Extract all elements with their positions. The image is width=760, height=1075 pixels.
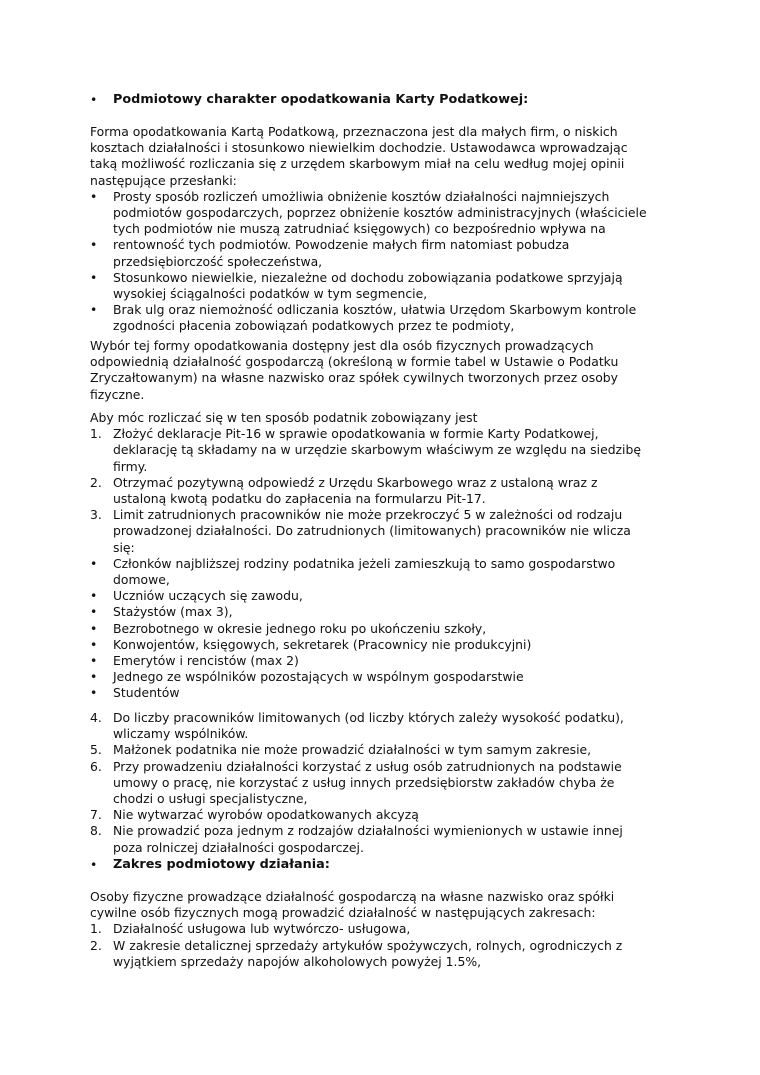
paragraph-line: Wybór tej formy opodatkowania dostępny jest dla osób fizycznych prowadzących [90,338,594,353]
paragraph-line: Zryczałtowanym) na własne nazwisko oraz spółek cywilnych tworzonych przez osoby [90,370,618,386]
bullet-icon: • [90,237,98,253]
list-number: 1. [90,426,102,442]
excluded-item-line: Uczniów uczących się zawodu, [113,588,303,604]
paragraph-line: Forma opodatkowania Kartą Podatkową, przeznaczona jest dla małych firm, o niskich [90,124,618,139]
excluded-item-line: Studentów [113,685,180,701]
excluded-item-line: Jednego ze wspólników pozostających w wspólnym gospodarstwie [113,669,524,685]
numbered-item-line: umowy o pracę, nie korzystać z usług innych przedsiębiorstw zakładów chyba że [113,774,615,790]
numbered-item-line: poza rolniczej działalności gospodarczej. [113,839,364,855]
numbered-item-line: deklarację tą składamy na w urzędzie skarbowym właściwym ze względu na siedzibę [113,442,641,458]
paragraph-line: fizyczne. [90,386,145,402]
bullet-icon: • [90,302,98,318]
numbered-item-line: Limit zatrudnionych pracowników nie może przekroczyć 5 w zależności od rodzaju [113,507,623,523]
excluded-item-line: Bezrobotnego w okresie jednego roku po ukończeniu szkoły, [113,620,487,636]
list-number: 4. [90,710,102,725]
numbered-item-line: prowadzonej działalności. Do zatrudnionych (limitowanych) pracowników nie wlicza [113,523,631,539]
bullet-item-line: Prosty sposób rozliczeń umożliwia obniżenie kosztów działalności najmniejszych [113,188,610,204]
numbered-item-line: się: [113,539,135,555]
bullet-item-line: podmiotów gospodarczych, poprzez obniżenie kosztów administracyjnych (właściciele [113,205,647,220]
requirements-intro: Aby móc rozliczać się w ten sposób podatnik zobowiązany jest [90,410,478,425]
numbered-item-line: Małżonek podatnika nie może prowadzić działalności w tym samym zakresie, [113,742,592,758]
list-number: 3. [90,507,102,523]
numbered-item-line: ustaloną kwotą podatku do zapłacenia na formularzu Pit-17. [113,491,486,506]
numbered-item-line: firmy. [113,458,148,474]
bullet-icon: • [90,669,98,685]
bullet-icon: • [90,269,98,285]
paragraph-line: kosztach działalności i stosunkowo niewielkim dochodzie. Ustawodawca wprowadzając [90,140,628,156]
bullet-icon: • [90,555,98,571]
list-number: 7. [90,807,102,823]
section-heading: Podmiotowy charakter opodatkowania Karty Podatkowej: [113,92,529,107]
bullet-icon: • [90,92,98,107]
bullet-item-line: Brak ulg oraz niemożność odliczania kosztów, ułatwia Urzędom Skarbowym kontrole [113,302,637,318]
numbered-item-line: W zakresie detalicznej sprzedaży artykułów spożywczych, rolnych, ogrodniczych z [113,937,623,953]
excluded-item-line: Emerytów i rencistów (max 2) [113,653,299,668]
list-number: 2. [90,474,102,490]
excluded-item-line: Konwojentów, księgowych, sekretarek (Pracownicy nie produkcyjni) [113,636,532,652]
bullet-icon: • [90,188,98,204]
numbered-item-line: chodzi o usługi specjalistyczne, [113,791,308,806]
bullet-item-line: Stosunkowo niewielkie, niezależne od dochodu zobowiązania podatkowe sprzyjają [113,269,623,285]
bullet-item-line: przedsiębiorczość społeczeństwa, [113,253,323,269]
excluded-item-line: domowe, [113,572,170,587]
numbered-item-line: wyjątkiem sprzedaży napojów alkoholowych powyżej 1.5%, [113,953,482,969]
list-number: 2. [90,937,102,953]
numbered-item-line: Nie wytwarzać wyrobów opodatkowanych akcyzą [113,807,419,823]
list-number: 6. [90,758,102,774]
numbered-item-line: Działalność usługowa lub wytwórczo- usługowa, [113,921,411,937]
numbered-item-line: Nie prowadzić poza jednym z rodzajów działalności wymienionych w ustawie innej [113,823,623,839]
list-number: 1. [90,921,102,937]
numbered-item-line: Otrzymać pozytywną odpowiedź z Urzędu Skarbowego wraz z ustaloną wraz z [113,474,598,490]
bullet-icon: • [90,604,98,620]
paragraph-line: Osoby fizyczne prowadzące działalność gospodarczą na własne nazwisko oraz spółki [90,889,615,904]
bullet-icon: • [90,857,98,872]
bullet-item-line: tych podmiotów nie muszą zatrudniać księgowych) co bezpośrednio wpływa na [113,221,606,237]
numbered-item-line: Do liczby pracowników limitowanych (od liczby których zależy wysokość podatku), [113,710,624,725]
paragraph-line: następujące przesłanki: [90,172,237,188]
paragraph-line: odpowiednią działalność gospodarczą (określoną w formie tabel w Ustawie o Podatku [90,354,619,370]
bullet-item-line: zgodności płacenia zobowiązań podatkowych przez te podmioty, [113,318,515,334]
bullet-icon: • [90,653,98,668]
bullet-item-line: rentowność tych podmiotów. Powodzenie małych firm natomiast pobudza [113,237,570,253]
list-number: 5. [90,742,102,758]
section-heading: Zakres podmiotowy działania: [113,857,330,872]
bullet-icon: • [90,636,98,652]
numbered-item-line: wliczamy wspólników. [113,726,249,742]
paragraph-line: cywilne osób fizycznych mogą prowadzić działalność w następujących zakresach: [90,905,596,921]
numbered-item-line: Przy prowadzeniu działalności korzystać z usług osób zatrudnionych na podstawie [113,758,622,774]
list-number: 8. [90,823,102,839]
paragraph-line: taką możliwość rozliczania się z urzędem skarbowym miał na celu według mojej opinii [90,156,625,172]
excluded-item-line: Stażystów (max 3), [113,604,233,620]
bullet-icon: • [90,620,98,636]
bullet-icon: • [90,588,98,604]
bullet-item-line: wysokiej ściągalności podatków w tym segmencie, [113,286,428,301]
numbered-item-line: Złożyć deklaracje Pit-16 w sprawie opodatkowania w formie Karty Podatkowej, [113,426,599,442]
bullet-icon: • [90,685,98,701]
excluded-item-line: Członków najbliższej rodziny podatnika jeżeli zamieszkują to samo gospodarstwo [113,555,616,571]
